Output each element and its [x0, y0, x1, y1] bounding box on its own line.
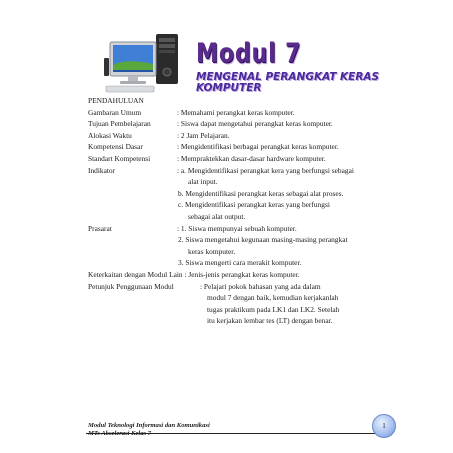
- petunjuk-line-3: tugas praktikum pada LK1 dan LK2. Setelah: [207, 304, 340, 314]
- prasarat-label: Prasarat: [88, 223, 112, 233]
- prasarat-row: [88, 223, 388, 235]
- tujuan-label: Tujuan Pembelajaran: [88, 119, 151, 129]
- footer-line-1: Modul Teknologi Informasi dan Komunikasi: [88, 422, 210, 429]
- desktop-computer-icon: [104, 32, 188, 94]
- prasarat-2-cont: keras komputer.: [188, 246, 236, 256]
- petunjuk-line-1: : Pelajari pokok bahasan yang ada dalam: [200, 281, 321, 291]
- module-subtitle: [196, 72, 379, 94]
- introduction-section: [88, 95, 388, 327]
- keterkaitan-row: Keterkaitan dengan Modul Lain : Jenis-jenis perangkat keras komputer.: [88, 269, 300, 279]
- tujuan-value: : Siswa dapat mengetahui perangkat keras komputer.: [177, 119, 333, 129]
- alokasi-label: Alokasi Waktu: [88, 130, 132, 140]
- footer-rule: [86, 433, 386, 434]
- prasarat-1: : 1. Siswa mempunyai sebuah komputer.: [177, 223, 297, 233]
- standart-label: Standart Kompetensi: [88, 153, 151, 163]
- indikator-row: [88, 165, 388, 177]
- petunjuk-label: Petunjuk Penggunaan Modul: [88, 281, 174, 291]
- standart-value: : Mempraktekkan dasar-dasar hardware komputer.: [177, 153, 326, 163]
- page-number-badge: 1: [372, 414, 396, 438]
- subtitle-line-2: KOMPUTER: [196, 82, 262, 94]
- footer-line-2: [88, 430, 210, 438]
- indikator-c-cont: sebagai alat output.: [188, 211, 246, 221]
- section-heading: PENDAHULUAN: [88, 96, 144, 105]
- indikator-c: c. Mengidentifikasi perangkat keras yang berfungsi: [178, 200, 330, 210]
- kompetensi-label: Kompetensi Dasar: [88, 142, 143, 152]
- petunjuk-row: [88, 281, 388, 293]
- page-footer: [88, 422, 210, 438]
- indikator-b: b. Mengidentifikasi perangkat keras sebagai alat proses.: [178, 188, 344, 198]
- alokasi-row: [88, 130, 388, 142]
- standart-row: [88, 153, 388, 165]
- gambaran-label: Gambaran Umum: [88, 107, 142, 117]
- petunjuk-line-4: itu kerjakan lembar tes (LT) dengan benar.: [207, 316, 333, 326]
- gambaran-value: : Memahami perangkat keras komputer.: [177, 107, 295, 117]
- indikator-a: : a. Mengidentifikasi perangkat kera yang berfungsi sebagai: [177, 165, 354, 175]
- subtitle-line-1: MENGENAL PERANGKAT KERAS: [196, 71, 380, 83]
- alokasi-value: : 2 Jam Pelajaran.: [177, 130, 230, 140]
- prasarat-2: 2. Siswa mengetahui kegunaan masing-masing perangkat: [178, 235, 348, 245]
- indikator-label: Indikator: [88, 165, 116, 175]
- tujuan-row: [88, 118, 388, 130]
- kompetensi-value: : Mengidentifikasi berbagai perangkat keras komputer.: [177, 142, 339, 152]
- petunjuk-line-2: modul 7 dengan baik, kemudian kerjakanlah: [207, 293, 339, 303]
- gambaran-row: [88, 107, 388, 119]
- prasarat-3: 3. Siswa mengerti cara merakit komputer.: [178, 258, 302, 268]
- module-title: Modul 7: [196, 38, 302, 69]
- kompetensi-row: [88, 141, 388, 153]
- indikator-a-cont: alat input.: [188, 177, 218, 187]
